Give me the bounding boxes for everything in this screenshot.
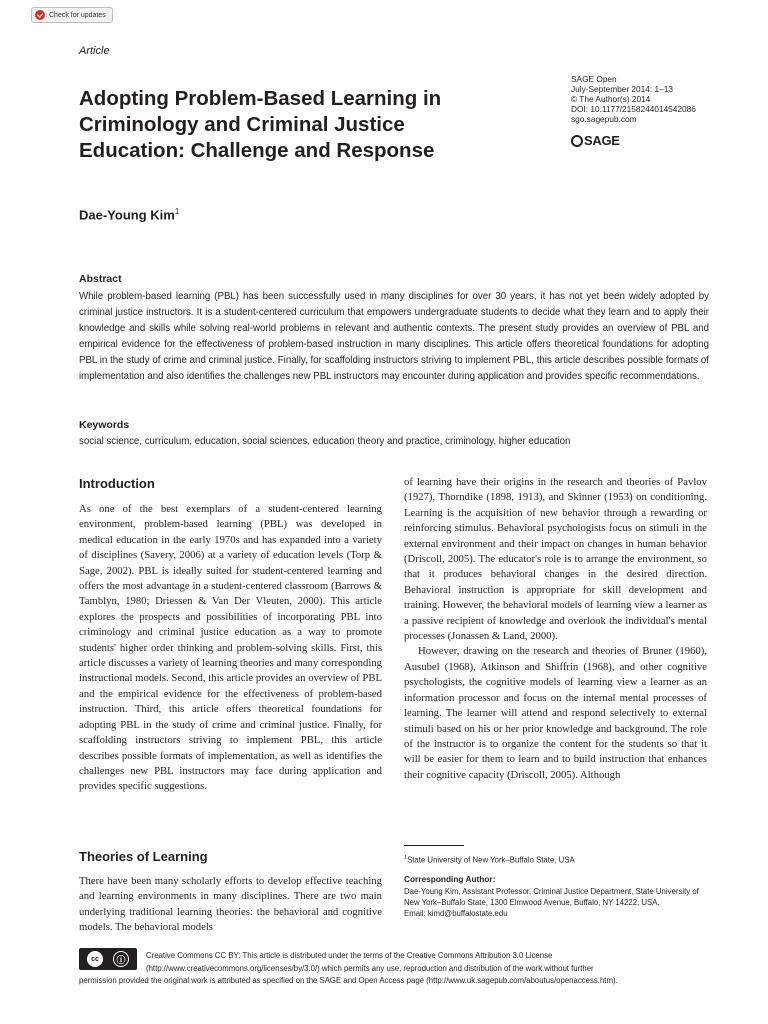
journal-info — [571, 74, 696, 124]
introduction-paragraph: As one of the best exemplars of a student-centered learning environment, problem-based learning (PBL) was developed in medical education in the early 1970s and has expanded into a variety of disciplines (Savery, 2006) at a variety of education levels (Torp & Sage, 2002). PBL is ideally suited for student-centered learning and offers the most advantage in a student-centered classroom (Barrows & Tamblyn, 1980; Driessen & Van Der Vleuten, 2000). This article explores the prospects and possibilities of incorporating PBL into criminology and criminal justice education as a way to promote students' higher order thinking and problem-solving skills. First, this article discusses a variety of learning theories and many corresponding instructional models. Second, this article provides an overview of PBL and the empirical evidence for the effectiveness of problem-based instruction. Third, this article offers theoretical foundations for adopting PBL in the study of crime and criminal justice. Finally, for scaffolding instructors striving to implement PBL, this article describes possible formats of implementation, as well as identifies the challenges new PBL instructors may face during application and provides specific suggestions. — [79, 503, 383, 793]
footnote-divider — [404, 845, 464, 846]
journal-doi[interactable]: DOI: 10.1177/2158244014542086 — [571, 104, 696, 114]
corresponding-author-address: Dae-Young Kim, Assistant Professor, Criminal Justice Department, State University of New York–Buffalo State, 1300 Elmwood Avenue, Buffalo, NY 14222, USA. — [404, 886, 699, 907]
theories-body — [79, 874, 382, 936]
attribution-icon: ⓘ — [113, 951, 129, 967]
sage-logo — [571, 133, 620, 148]
journal-issue: July-September 2014: 1–13 — [571, 84, 673, 94]
abstract-text: While problem-based learning (PBL) has been successfully used in many disciplines for over 30 years, it has not yet been widely adopted by criminal justice instructors. It is a student-centered curriculum that empowers undergraduate students to decide what they learn and to apply their knowledge and skills while solving real-world problems in relevant and authentic contexts. The present study provides an overview of PBL and empirical evidence for the effectiveness of problem-based instruction in many disciplines. This article offers theoretical foundations for adopting PBL in the study of crime and criminal justice. Finally, for scaffolding instructors striving to implement PBL, this article describes possible formats of implementation and also identifies the challenges new PBL instructors may encounter during application and provides specific recommendations. — [79, 291, 709, 382]
article-type-label: Article — [79, 45, 110, 57]
author-affiliation-marker: 1 — [174, 207, 180, 216]
cc-icon: cc — [87, 951, 103, 967]
introduction-body — [79, 502, 382, 795]
article-title: Adopting Problem-Based Learning in Criminology and Criminal Justice Education: Challenge and Response — [79, 87, 442, 162]
affiliation-marker: 1 — [404, 855, 408, 861]
license-line-3[interactable]: permission provided the original work is attributed as specified on the SAGE and Open Access page (http://www.uk.sagepub.com/aboutus/openaccess.htm). — [79, 976, 618, 985]
cognitive-paragraph: However, drawing on the research and theories of Bruner (1960), Ausubel (1968), Atkinson and Shiffrin (1968), and other cognitive psychologists, the cognitive models of learning view a learner as an information processor and focus on the internal mental processes of learning. The learner will attend and respond selectively to external stimuli based on his or her prior knowledge and background. The role of the instructor is to organize the content for the students so that it will be easier for them to learn and to build instruction that enhances their cognitive capacity (Driscoll, 2005). Although — [404, 645, 707, 781]
author-name: Dae-Young Kim — [79, 207, 175, 223]
behavioral-paragraph: of learning have their origins in the research and theories of Pavlov (1927), Thorndike (1898, 1913), and Skinner (1953) on conditioning. Learning is the acquisition of new behavior through a rewarding or reinforcing stimulus. Behavioral psychologists focus on stimuli in the external environment and their impact on changes in human behavior (Driscoll, 2005). The educator's role is to arrange the environment, so that it produces behavioral changes in the desired direction. Behavioral instruction is appropriate for skill development and training. However, the behavioral models of learning view a learner as a passive recipient of knowledge and overlook the individual's mental processes (Jonassen & Land, 2000). — [404, 476, 707, 643]
corresponding-author-heading: Corresponding Author: — [404, 873, 496, 884]
abstract-heading: Abstract — [79, 273, 122, 285]
journal-name: SAGE Open — [571, 74, 617, 84]
author-line — [79, 207, 179, 222]
check-for-updates-label: Check for updates — [49, 11, 106, 19]
affiliation-text: State University of New York–Buffalo State, USA — [407, 855, 575, 865]
journal-site[interactable]: sgo.sagepub.com — [571, 114, 637, 124]
right-column-body — [404, 475, 707, 783]
sage-logo-icon — [571, 135, 583, 147]
introduction-heading: Introduction — [79, 476, 155, 491]
license-line-1: Creative Commons CC BY: This article is distributed under the terms of the Creative Commons Attribution 3.0 License — [146, 951, 553, 960]
keywords-text: social science, curriculum, education, social sciences, education theory and practice, criminology, higher education — [79, 436, 571, 447]
affiliation-footnote — [404, 853, 714, 866]
license-line-2[interactable]: (http://www.creativecommons.org/licenses/by/3.0/) which permits any use, reproduction and distribution of the work without further — [146, 963, 594, 973]
keywords-heading: Keywords — [79, 419, 130, 431]
footnotes — [404, 853, 714, 919]
sage-logo-text: SAGE — [584, 133, 620, 148]
theories-paragraph: There have been many scholarly efforts to develop effective teaching and learning environments in many disciplines. There are two main underlying traditional learning theories: the behavioral and cognitive models. The behavioral models — [79, 875, 382, 934]
check-updates-icon — [35, 10, 45, 20]
corresponding-author-email[interactable]: Email: kimd@buffalostate.edu — [404, 908, 508, 918]
license-notice — [79, 950, 729, 988]
theories-heading: Theories of Learning — [79, 849, 208, 864]
check-for-updates-badge[interactable] — [31, 7, 113, 23]
journal-copyright: © The Author(s) 2014 — [571, 94, 651, 104]
